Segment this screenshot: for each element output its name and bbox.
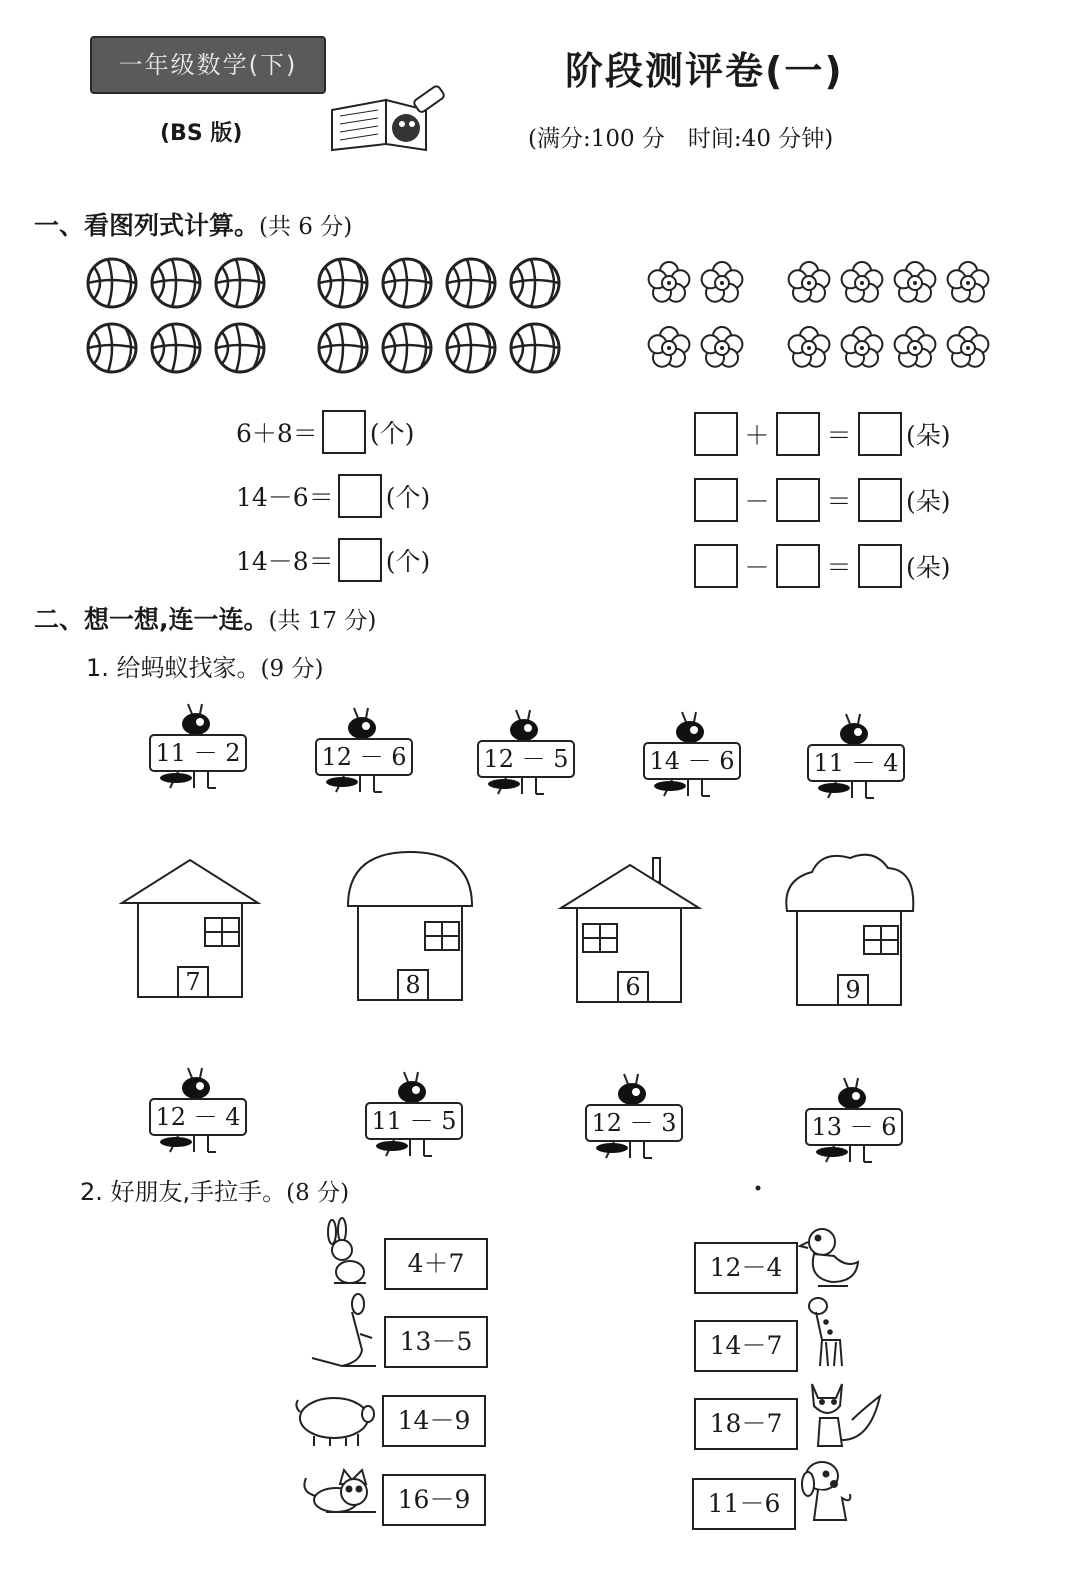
friend-right-4[interactable]: 11－6: [692, 1478, 796, 1530]
equation-right-1: ＋ ＝ (朵): [694, 412, 951, 456]
house-2-number: 8: [405, 971, 421, 999]
friend-left-1[interactable]: 4＋7: [384, 1238, 488, 1290]
ant-card-top-2[interactable]: 12 － 6: [315, 738, 413, 776]
friend-right-2[interactable]: 14－7: [694, 1320, 798, 1372]
equation-left-3: 14－8＝ (个): [236, 538, 430, 582]
ant-card-bottom-3[interactable]: 12 － 3: [585, 1104, 683, 1142]
giraffe-icon: [809, 1298, 842, 1366]
house-1-number: 7: [185, 968, 201, 996]
dog-icon: [802, 1462, 850, 1520]
equation-left-2: 14－6＝ (个): [236, 474, 430, 518]
grade-badge: 一年级数学(下): [90, 36, 326, 94]
ant-card-top-4[interactable]: 14 － 6: [643, 742, 741, 780]
friend-left-4[interactable]: 16－9: [382, 1474, 486, 1526]
score-time-info: (满分:100 分 时间:40 分钟): [528, 126, 834, 152]
cat-icon: [304, 1470, 376, 1512]
ant-card-bottom-4[interactable]: 13 － 6: [805, 1108, 903, 1146]
ant-card-top-5[interactable]: 11 － 4: [807, 744, 905, 782]
equation-left-1: 6＋8＝ (个): [236, 410, 414, 454]
friend-right-3[interactable]: 18－7: [694, 1398, 798, 1450]
section2-heading: 二、想一想,连一连。(共 17 分): [34, 605, 377, 634]
pig-icon: [296, 1398, 374, 1446]
rabbit-icon: [328, 1218, 366, 1283]
friend-right-1[interactable]: 12－4: [694, 1242, 798, 1294]
ant-card-top-3[interactable]: 12 － 5: [477, 740, 575, 778]
ant-card-bottom-1[interactable]: 12 － 4: [149, 1098, 247, 1136]
fox-icon: [812, 1384, 880, 1446]
page-title: 阶段测评卷(一): [565, 49, 844, 93]
section1-heading: 一、看图列式计算。(共 6 分): [34, 211, 353, 240]
equation-right-3: － ＝ (朵): [694, 544, 951, 588]
equation-right-2: － ＝ (朵): [694, 478, 951, 522]
house-3-number: 6: [625, 973, 641, 1001]
house-4-number: 9: [845, 976, 861, 1004]
ant-card-top-1[interactable]: 11 － 2: [149, 734, 247, 772]
edition-label: (BS 版): [160, 121, 243, 146]
friend-left-2[interactable]: 13－5: [384, 1316, 488, 1368]
part2-heading: 2. 好朋友,手拉手。(8 分): [80, 1178, 350, 1206]
friend-left-3[interactable]: 14－9: [382, 1395, 486, 1447]
duckling-icon: [800, 1229, 858, 1286]
part1-heading: 1. 给蚂蚁找家。(9 分): [86, 654, 324, 682]
kangaroo-icon: [312, 1294, 376, 1366]
ant-card-bottom-2[interactable]: 11 － 5: [365, 1102, 463, 1140]
stray-dot: [756, 1186, 761, 1191]
